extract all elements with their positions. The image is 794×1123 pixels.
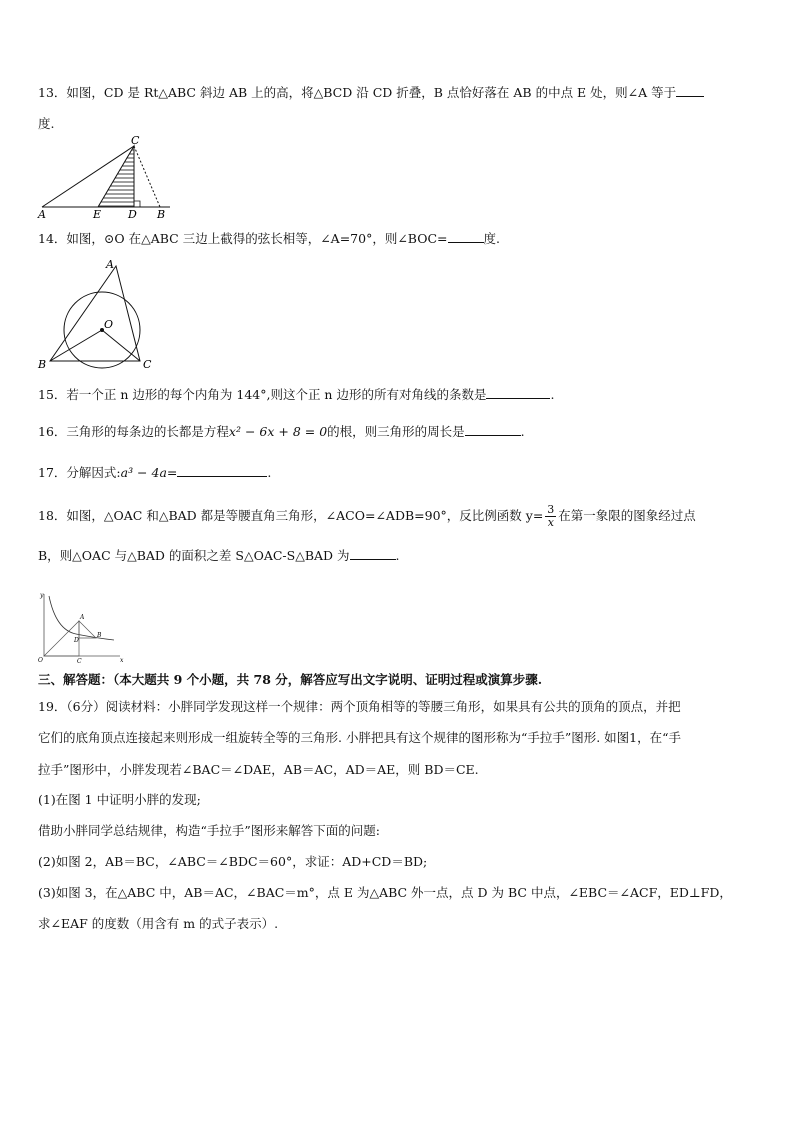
q19-line2: 它们的底角顶点连接起来则形成一组旋转全等的三角形. 小胖把具有这个规律的图形称为“手拉手”图形. 如图1，在“手 bbox=[38, 730, 682, 745]
q15-text-end: . bbox=[550, 387, 555, 402]
q15-answer-blank bbox=[486, 386, 550, 399]
q15-text: 15．若一个正 n 边形的每个内角为 144°,则这个正 n 边形的所有对角线的条数是 bbox=[38, 387, 487, 402]
q17-text: 17．分解因式: bbox=[38, 465, 121, 480]
q18-label-x: x bbox=[120, 657, 124, 664]
q14-label-c: C bbox=[143, 358, 152, 371]
q18-text-end: . bbox=[395, 548, 400, 563]
q13-text-end: 度. bbox=[38, 116, 55, 131]
q19-line1: 19．（6分）阅读材料：小胖同学发现这样一个规律：两个顶角相等的等腰三角形，如果具有公共的顶角的顶点，并把 bbox=[38, 699, 681, 714]
q14-line bbox=[38, 230, 500, 247]
q14-label-a: A bbox=[106, 258, 114, 271]
q13-label-c: C bbox=[131, 136, 140, 147]
q13-line1 bbox=[38, 84, 704, 101]
q18-text: 18．如图，△OAC 和△BAD 都是等腰直角三角形，∠ACO=∠ADB=90°，反比例函数 y= bbox=[38, 508, 544, 523]
q16-text-mid: 的根，则三角形的周长是 bbox=[327, 424, 465, 439]
q17-text-end: . bbox=[267, 465, 272, 480]
q18-text-line2: B，则△OAC 与△BAD 的面积之差 S△OAC-S△BAD 为 bbox=[38, 548, 350, 563]
q14-label-b: B bbox=[38, 358, 47, 371]
q14-answer-blank bbox=[448, 230, 484, 243]
q18-label-b: B bbox=[97, 632, 102, 639]
q18-fraction bbox=[545, 504, 556, 529]
q14-segment-oc bbox=[102, 330, 140, 361]
q13-text: 13．如图，CD 是 Rt△ABC 斜边 AB 上的高，将△BCD 沿 CD 折叠，B 点恰好落在 AB 的中点 E 处，则∠A 等于 bbox=[38, 85, 677, 100]
q19-line3: 拉手”图形中，小胖发现若∠BAC＝∠DAE，AB＝AC，AD＝AE，则 BD＝CE. bbox=[38, 762, 479, 777]
q18-label-y: y bbox=[40, 592, 44, 599]
q15-line bbox=[38, 386, 554, 403]
q16-line bbox=[38, 423, 525, 440]
q16-text: 16．三角形的每条边的长都是方程 bbox=[38, 424, 229, 439]
q16-answer-blank bbox=[465, 423, 521, 436]
q18-fraction-denominator: x bbox=[547, 516, 554, 529]
q17-line bbox=[38, 464, 271, 481]
section3-title: 三、解答题：（本大题共 9 个小题，共 78 分，解答应写出文字说明、证明过程或演算步骤. bbox=[38, 672, 543, 687]
q18-fraction-numerator: 3 bbox=[547, 503, 555, 516]
q18-label-a: A bbox=[80, 614, 85, 621]
q13-shaded-triangle bbox=[98, 146, 134, 207]
q16-equation: x² − 6x + 8 = 0 bbox=[228, 424, 328, 439]
q16-text-end: . bbox=[520, 424, 525, 439]
q17-expression: a³ − 4a bbox=[120, 465, 167, 480]
q18-label-c: C bbox=[77, 658, 82, 664]
q19-part3-line1: (3)如图 3，在△ABC 中，AB＝AC，∠BAC＝m°，点 E 为△ABC 外一点，点 D 为 BC 中点，∠EBC＝∠ACF，ED⊥FD， bbox=[38, 885, 732, 900]
q18-label-o: O bbox=[38, 657, 43, 664]
q13-answer-blank bbox=[676, 84, 704, 97]
q17-answer-blank bbox=[177, 464, 267, 477]
q14-label-o: O bbox=[104, 318, 114, 331]
q13-dashed-cb bbox=[134, 146, 160, 207]
q19-intro2: 借助小胖同学总结规律，构造“手拉手”图形来解答下面的问题: bbox=[38, 823, 380, 838]
q13-line2 bbox=[38, 116, 54, 132]
q13-label-d: D bbox=[128, 208, 137, 221]
q14-text-end: 度. bbox=[483, 231, 500, 246]
q18-label-d: D bbox=[74, 637, 79, 644]
q18-line2 bbox=[38, 547, 400, 564]
q14-triangle bbox=[50, 266, 140, 361]
q19-part1: (1)在图 1 中证明小胖的发现; bbox=[38, 792, 201, 807]
q18-text-cont: 在第一象限的图象经过点 bbox=[558, 508, 696, 523]
q14-text: 14．如图，⊙O 在△ABC 三边上截得的弦长相等，∠A=70°，则∠BOC= bbox=[38, 231, 448, 246]
q13-label-e: E bbox=[93, 208, 102, 221]
q13-label-b: B bbox=[157, 208, 166, 221]
q19-part2: (2)如图 2，AB＝BC，∠ABC＝∠BDC＝60°，求证：AD+CD＝BD; bbox=[38, 854, 428, 869]
q14-figure bbox=[36, 256, 160, 372]
q18-line1 bbox=[38, 504, 696, 529]
q13-figure bbox=[36, 136, 176, 222]
q18-figure bbox=[36, 590, 126, 664]
q14-segment-ob bbox=[50, 330, 102, 361]
q17-equals: = bbox=[166, 465, 178, 480]
q19-part3-line2: 求∠EAF 的度数（用含有 m 的式子表示）. bbox=[38, 916, 279, 931]
q13-label-a: A bbox=[38, 208, 46, 221]
q18-answer-blank bbox=[350, 547, 396, 560]
q13-right-angle-mark bbox=[134, 201, 140, 207]
